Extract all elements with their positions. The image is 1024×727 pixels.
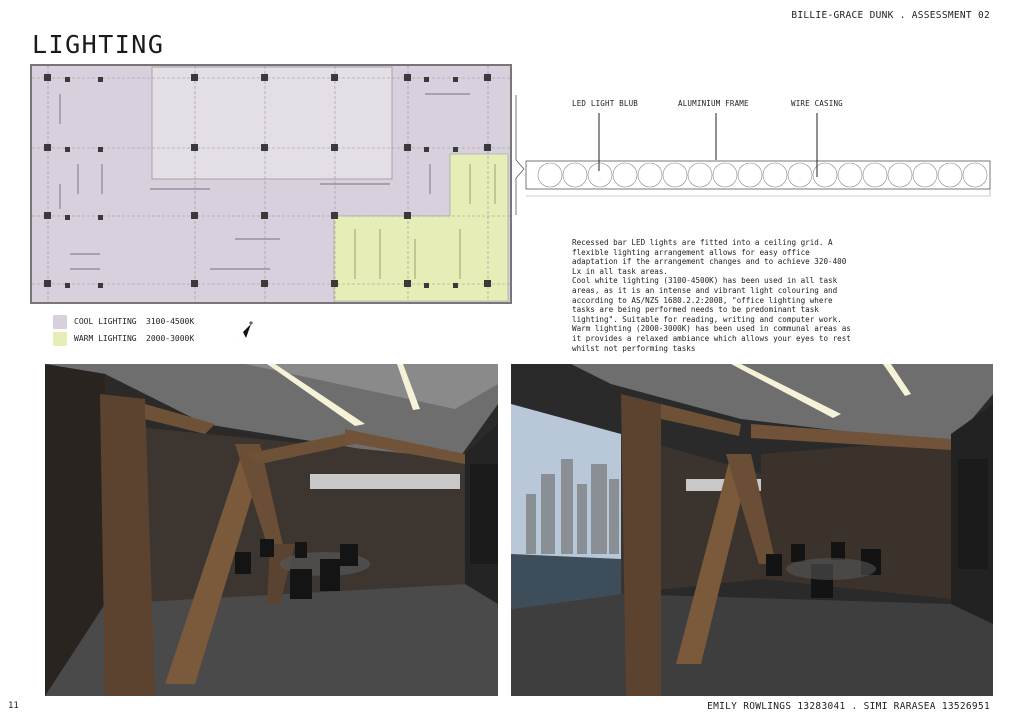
description-paragraph: Warm lighting (2000-3000K) has been used in communal areas as it provides a relaxed ambiance which allows your eyes to rest whilst not performing tasks [572, 324, 851, 353]
page-title: LIGHTING [32, 30, 165, 59]
render-meeting-room-interior [45, 364, 498, 696]
legend-range-cool: 3100-4500K [146, 317, 195, 326]
legend [53, 313, 194, 347]
ceiling-plan [30, 64, 512, 304]
fitting-section-drawing [512, 95, 994, 215]
legend-item-warm [53, 330, 194, 347]
light-fitting-detail [512, 95, 994, 215]
detail-label-casing: WIRE CASING [791, 99, 843, 108]
legend-swatch-cool [53, 315, 67, 329]
header-assessment: BILLIE-GRACE DUNK . ASSESSMENT 02 [791, 10, 990, 21]
render-meeting-room-city-view [511, 364, 993, 696]
legend-item-cool [53, 313, 194, 330]
description-paragraph: Cool white lighting (3100-4500K) has been used in all task areas, as it is an intense and vibrant light colouring and according to AS/NZS 1680.2.2:2008, "office lighting where tasks are being performed needs to be predominant task lighting". Suitable for reading, writing and computer work. [572, 276, 842, 324]
lighting-description [572, 238, 856, 353]
description-paragraph: Recessed bar LED lights are fitted into a ceiling grid. A flexible lighting arrangement allows for easy office adaptation if the arrangement changes and to achieve 320-400 Lx in all task areas. [572, 238, 847, 276]
north-arrow-icon [233, 320, 255, 342]
legend-swatch-warm [53, 332, 67, 346]
legend-range-warm: 2000-3000K [146, 334, 195, 343]
detail-label-frame: ALUMINIUM FRAME [678, 99, 749, 108]
page-number: 11 [8, 701, 19, 711]
detail-label-led: LED LIGHT BLUB [572, 99, 639, 108]
footer-authors: EMILY ROWLINGS 13283041 . SIMI RARASEA 13526951 [707, 701, 990, 712]
legend-label-warm: WARM LIGHTING [74, 334, 137, 343]
legend-label-cool: COOL LIGHTING [74, 317, 137, 326]
